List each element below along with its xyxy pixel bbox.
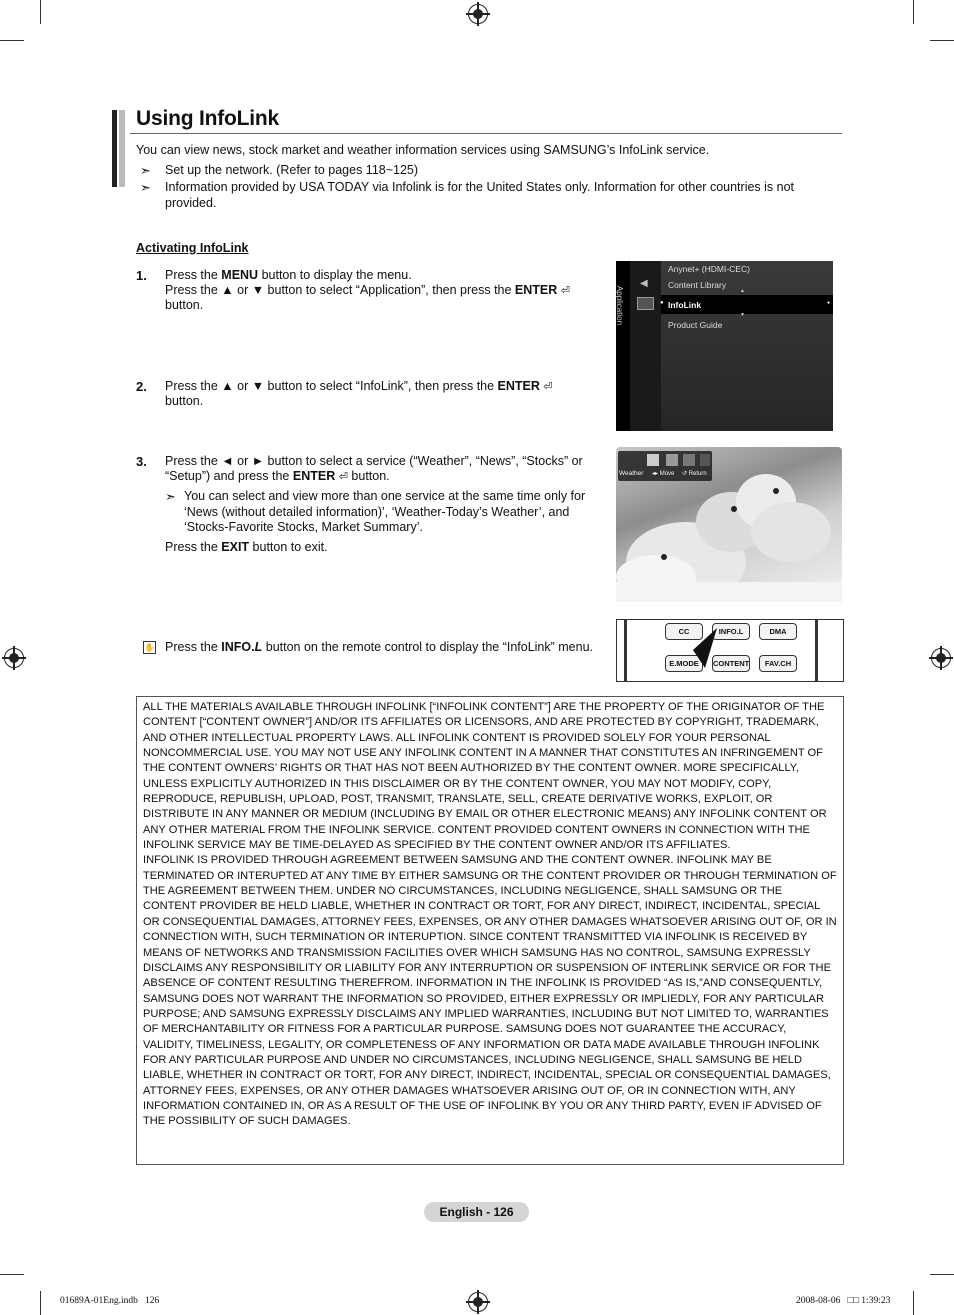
- page-title: Using InfoLink: [136, 107, 280, 130]
- note-arrow-icon: ➣: [140, 180, 151, 195]
- crop-mark: [40, 1291, 41, 1315]
- note-network: Set up the network. (Refer to pages 118~125): [165, 163, 419, 177]
- setup-icon[interactable]: [700, 454, 710, 466]
- title-rule: [130, 133, 842, 134]
- step-number: 3.: [136, 454, 147, 469]
- crop-mark: [930, 40, 954, 41]
- registration-mark-icon: [468, 4, 488, 24]
- pointer-arrow-icon: [677, 628, 727, 672]
- crop-mark: [40, 0, 41, 24]
- service-label: Weather: [619, 470, 644, 477]
- step-number: 1.: [136, 268, 147, 283]
- osd-menu-item[interactable]: Product Guide: [668, 320, 723, 330]
- return-icon: ↺: [682, 471, 688, 477]
- step1-line1: Press the MENU button to display the menu.: [165, 268, 412, 282]
- osd-menu-item-selected[interactable]: InfoLink: [668, 300, 702, 310]
- print-date-info: 2008-08-06 □□ 1:39:23: [796, 1296, 891, 1306]
- info-l-button[interactable]: INFO.L: [712, 623, 750, 640]
- step3-sub1: You can select and view more than one service at the same time only for: [184, 489, 586, 503]
- cc-button[interactable]: CC: [665, 623, 703, 640]
- step1-line3: button.: [165, 298, 204, 312]
- osd-application-menu: [616, 261, 833, 431]
- osd-bullet-icon: ●: [660, 300, 664, 306]
- crop-mark: [913, 0, 914, 24]
- dma-button[interactable]: DMA: [759, 623, 797, 640]
- remote-edge-left: [624, 620, 627, 681]
- osd-menu-item[interactable]: Anynet+ (HDMI-CEC): [668, 264, 750, 274]
- osd-bullet-icon: ●: [827, 300, 831, 306]
- fav-ch-button[interactable]: FAV.CH: [759, 655, 797, 672]
- enter-icon: ⏎: [543, 381, 553, 393]
- disclaimer-paragraph: ALL THE MATERIALS AVAILABLE THROUGH INFOLINK [“INFOLINK CONTENT”] ARE THE PROPERTY OF THE ORIGINATOR OF THE CONTENT [“CONTENT OWNER”] AND/OR ITS AFFILIATES OR LICENSORS, AND ARE PROTECTED BY COPYRIGHT, TRADEMARK, AND OTHER INTELLECTUAL PROPERTY LAWS. ALL INFOLINK CONTENT IS PROVIDED SOLELY FOR YOUR PERSONAL NONCOMMERCIAL USE. YOU MAY NOT USE ANY INFOLINK CONTENT IN A MANNER THAT CONSTITUTES AN INFRINGEMENT OF THE CONTENT OWNERS’ RIGHTS OR THAT HAS NOT BEEN AUTHORIZED BY THE CONTENT OWNER. MORE SPECIFICALLY, UNLESS EXPLICITLY AUTHORIZED IN THIS DISCLAIMER OR BY THE CONTENT OWNER, YOU MAY NOT MODIFY, COPY, REPRODUCE, REPUBLISH, UPLOAD, POST, TRANSMIT, TRANSLATE, SELL, CREATE DERIVATIVE WORKS, EXPLOIT, OR DISTRIBUTE IN ANY MANNER OR MEDIUM (INCLUDING BY EMAIL OR OTHER ELECTRONIC MEANS) ANY INFOLINK CONTENT OR ANY OTHER MATERIAL FROM THE INFOLINK SERVICE. CONTENT PROVIDED CONTENT OWNERS IN CONNECTION WITH THE INFOLINK SERVICE MAY BE TIME-DELAYED AS SPECIFIED BY THE CONTENT OWNER AND/OR ITS AFFILIATES.: [143, 701, 827, 852]
- registration-mark-icon: [931, 648, 951, 668]
- osd-speaker-icon: ◀: [640, 278, 648, 289]
- registration-mark-icon: [468, 1292, 488, 1312]
- crop-mark: [0, 40, 24, 41]
- osd-arrow-down-icon: ▼: [740, 312, 745, 318]
- remote-edge-right: [815, 620, 818, 681]
- legal-disclaimer: [136, 696, 844, 1165]
- infolink-screen-photo: [616, 447, 842, 602]
- print-file-info: 01689A-01Eng.indb 126: [60, 1296, 160, 1306]
- registration-mark-icon: [4, 648, 24, 668]
- note-arrow-icon: ➣: [165, 489, 176, 504]
- disclaimer-paragraph: INFOLINK IS PROVIDED THROUGH AGREEMENT BETWEEN SAMSUNG AND THE CONTENT OWNER. INFOLINK MAY BE TERMINATED OR INTERUPTED AT ANY TIME BY EITHER SAMSUNG OR THE CONTENT PROVIDER OR THROUGH TERMINATION OF THE AGREEMENT BETWEEN THEM. UNDER NO CIRCUMSTANCES, INCLUDING NEGLIGENCE, SHALL SAMSUNG OR THE CONTENT PROVIDER BE HELD LIABLE, WHETHER IN CONTRACT OR TORT, FOR ANY DIRECT, INDIRECT, INCIDENTAL, SPECIAL OR CONSEQUENTIAL DAMAGES, ATTORNEY FEES, EXPENSES, OR ANY OTHER DAMAGES WHATSOEVER ARISING OUT OF, OR IN CONNECTION WITH, SUCH TERMINATION OR INTERUPTION. SINCE CONTENT TRANSMITTED VIA INFOLINK IS RECEIVED BY MEANS OF NETWORKS AND TRANSMISSION FACILITIES OVER WHICH SAMSUNG HAS NO CONTROL, SAMSUNG EXPRESSLY DISCLAIMS ANY RESPONSIBILITY OR LIABILITY FOR ANY INTERRUPTION OR SUSPENSION OF INTERLINK SERVICE OR FOR THE ABSENCE OF CONTENT RESULTING THEREFROM. INFORMATION IN THE INFOLINK IS PROVIDED “AS IS,”AND CONSEQUENTLY, SAMSUNG DOES NOT WARRANT THE INFORMATION SO PROVIDED, EITHER EXPRESSLY OR IMPLIEDLY, FOR ANY PARTICULAR PURPOSE; AND SAMSUNG EXPRESSLY DISCLAIMS ANY IMPLIED WARRANTIES, INCLUDING BUT NOT LIMITED TO, WARRANTIES OF MERCHANTABILITY OR FITNESS FOR A PARTICULAR PURPOSE. SAMSUNG DOES NOT GUARANTEE THE ACCURACY, VALIDITY, TIMELINESS, LEGALITY, OR COMPLETENESS OF ANY INFORMATION OR DATA MADE AVAILABLE THROUGH INFOLINK FOR ANY PARTICULAR PURPOSE AND UNDER NO CIRCUMSTANCES, INCLUDING NEGLIGENCE, SHALL SAMSUNG BE HELD LIABLE, WHETHER IN CONTRACT OR TORT, FOR ANY DIRECT, INDIRECT, INCIDENTAL, SPECIAL OR CONSEQUENTIAL DAMAGES, ATTORNEY FEES, EXPENSES, OR ANY OTHER DAMAGES WHATSOEVER ARISING OUT OF, OR IN CONNECTION WITH, ANY INFORMATION CONTAINED IN, OR AS A RESULT OF THE USE OF INFOLINK BY YOU OR ANY THIRD PARTY, EVEN IF ADVISED OF THE POSSIBILITY OF SUCH DAMAGES.: [143, 854, 837, 1128]
- e-mode-button[interactable]: E.MODE: [665, 655, 703, 672]
- tip-text: Press the INFO.L button on the remote control to display the “InfoLink” menu.: [165, 640, 594, 654]
- crop-mark: [0, 1274, 24, 1275]
- news-icon[interactable]: [666, 454, 678, 466]
- title-accent-bar-light: [119, 110, 125, 187]
- move-hint: ◂▸ Move: [652, 471, 675, 477]
- remote-control-closeup: [616, 619, 844, 682]
- note-usa-today: Information provided by USA TODAY via Infolink is for the United States only. Information for other countries is not: [165, 180, 795, 194]
- crop-mark: [930, 1274, 954, 1275]
- step3-line2: “Setup”) and press the ENTER ⏎ button.: [165, 469, 390, 483]
- section-heading: Activating InfoLink: [136, 241, 249, 255]
- enter-icon: ⏎: [338, 471, 348, 483]
- title-accent-bar: [112, 110, 117, 187]
- osd-side-label: Application: [615, 285, 625, 326]
- content-button[interactable]: CONTENT: [712, 655, 750, 672]
- stocks-icon[interactable]: [683, 454, 695, 466]
- crop-mark: [913, 1291, 914, 1315]
- tip-icon: ✋: [144, 643, 155, 652]
- step2-line1: Press the ▲ or ▼ button to select “InfoLink”, then press the ENTER ⏎: [165, 379, 553, 393]
- page-number-badge: English - 126: [424, 1202, 529, 1222]
- return-hint: ↺ Return: [682, 471, 707, 477]
- step3-line1: Press the ◄ or ► button to select a service (“Weather”, “News”, “Stocks” or: [165, 454, 583, 468]
- step1-line2: Press the ▲ or ▼ button to select “Application”, then press the ENTER ⏎: [165, 283, 570, 297]
- left-right-icon: ◂▸: [652, 471, 659, 477]
- enter-icon: ⏎: [560, 285, 570, 297]
- step3-sub3: ‘Stocks-Favorite Stocks, Market Summary’.: [184, 520, 423, 534]
- step-number: 2.: [136, 379, 147, 394]
- intro-text: You can view news, stock market and weather information services using SAMSUNG’s InfoLink service.: [136, 143, 710, 157]
- note-arrow-icon: ➣: [140, 163, 151, 178]
- osd-application-icon: [637, 297, 654, 310]
- osd-arrow-up-icon: ▲: [740, 288, 745, 294]
- weather-icon[interactable]: [647, 454, 659, 466]
- step3-exit: Press the EXIT button to exit.: [165, 540, 328, 554]
- step2-line2: button.: [165, 394, 204, 408]
- osd-menu-item[interactable]: Content Library: [668, 280, 727, 290]
- note-usa-today-cont: provided.: [165, 196, 217, 210]
- step3-sub2: ‘News (without detailed information)’, ‘Weather-Today’s Weather’, and: [184, 505, 570, 519]
